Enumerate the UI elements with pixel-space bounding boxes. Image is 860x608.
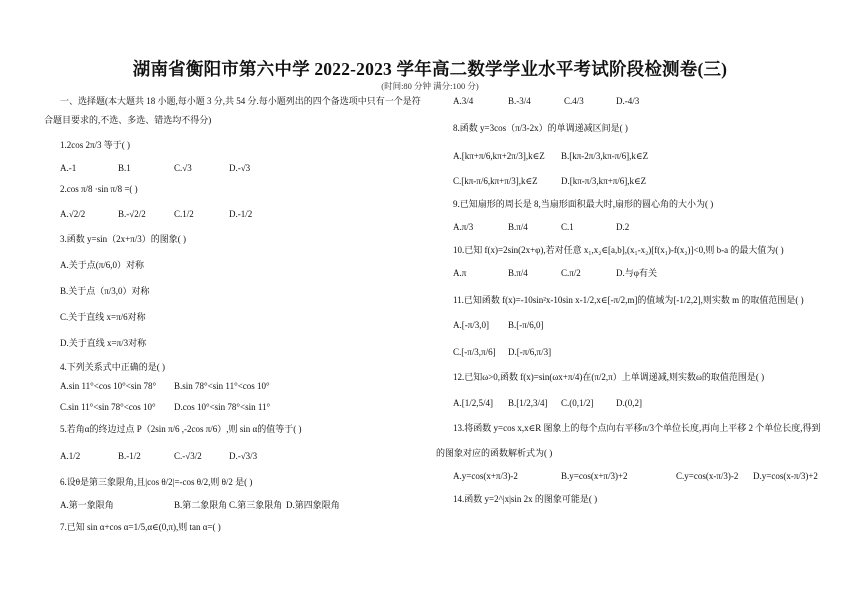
- section-heading-cont: 合题目要求的,不选、多选、错选均不得分): [44, 115, 212, 125]
- question-6: 6.设θ是第三象限角,且|cos θ/2|=-cos θ/2,则 θ/2 是( ): [60, 477, 253, 487]
- q3-option-d[interactable]: D.关于直线 x=π/3对称: [60, 338, 147, 348]
- q1-option-d[interactable]: D.-√3: [229, 163, 251, 173]
- question-12: 12.已知ω>0,函数 f(x)=sin(ωx+π/4)在(π/2,π）上单调递减,则实数ω的取值范围是( ): [453, 372, 765, 382]
- q4-option-c[interactable]: C.sin 11°<sin 78°<cos 10°: [60, 402, 156, 412]
- q5-option-b[interactable]: B.-1/2: [118, 451, 141, 461]
- q8-option-d[interactable]: D.[kπ-π/3,kπ+π/6],k∈Z: [561, 176, 647, 186]
- q13-option-d[interactable]: D.y=cos(x-π/3)+2: [753, 471, 818, 481]
- question-2: 2.cos π/8 ·sin π/8 =( ): [60, 184, 138, 194]
- q4-option-d[interactable]: D.cos 10°<sin 78°<sin 11°: [174, 402, 271, 412]
- q3-option-c[interactable]: C.关于直线 x=π/6对称: [60, 312, 146, 322]
- question-8: 8.函数 y=3cos（π/3-2x）的单调递减区间是( ): [453, 123, 628, 133]
- q12-option-a[interactable]: A.[1/2,5/4]: [453, 398, 493, 408]
- q9-option-b[interactable]: B.π/4: [508, 222, 528, 232]
- question-3: 3.函数 y=sin（2x+π/3）的图象( ): [60, 234, 186, 244]
- q8-option-a[interactable]: A.[kπ+π/6,kπ+2π/3],k∈Z: [453, 151, 545, 161]
- question-10: 10.已知 f(x)=2sin(2x+φ),若对任意 x₁,x₂∈[a,b],(x₁-x₂)[f(x₁)-f(x₂)]<0,则 b-a 的最大值为( ): [453, 245, 784, 255]
- q1-option-a[interactable]: A.-1: [60, 163, 77, 173]
- q12-option-b[interactable]: B.[1/2,3/4]: [508, 398, 548, 408]
- q10-option-b[interactable]: B.π/4: [508, 268, 528, 278]
- q9-option-d[interactable]: D.2: [616, 222, 630, 232]
- q7-option-a[interactable]: A.3/4: [453, 96, 474, 106]
- question-4: 4.下列关系式中正确的是( ): [60, 362, 165, 372]
- q9-option-a[interactable]: A.π/3: [453, 222, 474, 232]
- q4-option-b[interactable]: B.sin 78°<sin 11°<cos 10°: [174, 381, 270, 391]
- q10-option-d[interactable]: D.与φ有关: [616, 268, 657, 278]
- q13-option-b[interactable]: B.y=cos(x+π/3)+2: [561, 471, 628, 481]
- q13-option-a[interactable]: A.y=cos(x+π/3)-2: [453, 471, 518, 481]
- q11-option-a[interactable]: A.[-π/3,0]: [453, 320, 490, 330]
- question-14: 14.函数 y=2^|x|sin 2x 的图象可能是( ): [453, 494, 598, 504]
- q5-option-c[interactable]: C.-√3/2: [174, 451, 202, 461]
- q6-option-c[interactable]: C.第三象限角: [229, 500, 283, 510]
- q6-option-b[interactable]: B.第二象限角: [174, 500, 228, 510]
- q2-option-a[interactable]: A.√2/2: [60, 209, 86, 219]
- section-heading: 一、选择题(本大题共 18 小题,每小题 3 分,共 54 分.每小题列出的四个备选项中只有一个是符: [60, 96, 421, 106]
- exam-info: (时间:80 分钟 满分:100 分): [381, 81, 479, 91]
- page-title: 湖南省衡阳市第六中学 2022-2023 学年高二数学学业水平考试阶段检测卷(三): [132, 59, 728, 79]
- question-5: 5.若角α的终边过点 P（2sin π/6 ,-2cos π/6）,则 sin α的值等于( ): [60, 424, 302, 434]
- q8-option-b[interactable]: B.[kπ-2π/3,kπ-π/6],k∈Z: [561, 151, 649, 161]
- q2-option-b[interactable]: B.-√2/2: [118, 209, 146, 219]
- q2-option-d[interactable]: D.-1/2: [229, 209, 253, 219]
- q7-option-b[interactable]: B.-3/4: [508, 96, 531, 106]
- question-13-cont: 的图象对应的函数解析式为( ): [436, 448, 553, 458]
- q11-option-c[interactable]: C.[-π/3,π/6]: [453, 347, 496, 357]
- q6-option-d[interactable]: D.第四象限角: [286, 500, 340, 510]
- question-1: 1.2cos 2π/3 等于( ): [60, 140, 131, 150]
- question-9: 9.已知扇形的周长是 8,当扇形面积最大时,扇形的圆心角的大小为( ): [453, 199, 714, 209]
- q6-option-a[interactable]: A.第一象限角: [60, 500, 114, 510]
- q11-option-d[interactable]: D.[-π/6,π/3]: [508, 347, 552, 357]
- q7-option-c[interactable]: C.4/3: [564, 96, 584, 106]
- q3-option-b[interactable]: B.关于点（π/3,0）对称: [60, 286, 150, 296]
- question-7: 7.已知 sin α+cos α=1/5,α∈(0,π),则 tan α=( ): [60, 522, 221, 532]
- q11-option-b[interactable]: B.[-π/6,0]: [508, 320, 544, 330]
- q8-option-c[interactable]: C.[kπ-π/6,kπ+π/3],k∈Z: [453, 176, 538, 186]
- q7-option-d[interactable]: D.-4/3: [616, 96, 640, 106]
- q4-option-a[interactable]: A.sin 11°<cos 10°<sin 78°: [60, 381, 157, 391]
- q9-option-c[interactable]: C.1: [561, 222, 574, 232]
- q2-option-c[interactable]: C.1/2: [174, 209, 194, 219]
- q3-option-a[interactable]: A.关于点(π/6,0）对称: [60, 260, 145, 270]
- q12-option-d[interactable]: D.(0,2]: [616, 398, 642, 408]
- question-11: 11.已知函数 f(x)=-10sin²x-10sin x-1/2,x∈[-π/2,m]的值域为[-1/2,2],则实数 m 的取值范围是( ): [453, 295, 804, 305]
- q1-option-c[interactable]: C.√3: [174, 163, 192, 173]
- q12-option-c[interactable]: C.(0,1/2]: [561, 398, 594, 408]
- q10-option-a[interactable]: A.π: [453, 268, 467, 278]
- q5-option-d[interactable]: D.-√3/3: [229, 451, 258, 461]
- q1-option-b[interactable]: B.1: [118, 163, 131, 173]
- q10-option-c[interactable]: C.π/2: [561, 268, 581, 278]
- question-13: 13.将函数 y=cos x,x∈R 图象上的每个点向右平移π/3个单位长度,再向上平移 2 个单位长度,得到: [453, 423, 821, 433]
- q13-option-c[interactable]: C.y=cos(x-π/3)-2: [676, 471, 739, 481]
- q5-option-a[interactable]: A.1/2: [60, 451, 81, 461]
